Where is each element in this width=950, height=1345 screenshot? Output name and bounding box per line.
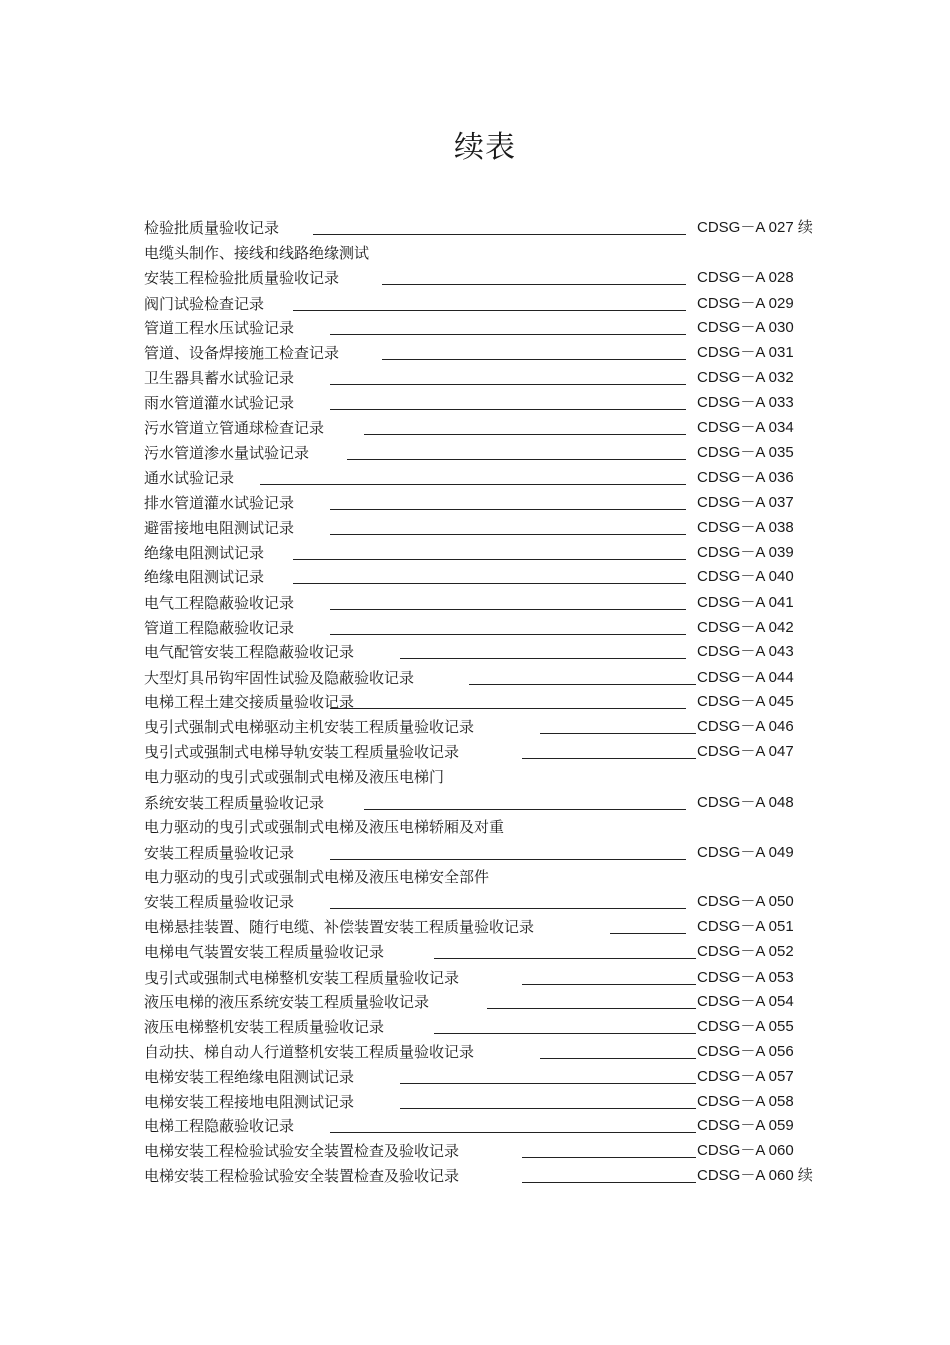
toc-entry-code: CDSG－A 047 [697, 743, 794, 760]
leader-line [540, 733, 696, 734]
toc-entry-code: CDSG－A 041 [697, 594, 794, 611]
toc-entry-title: 电梯安装工程检验试验安全装置检查及验收记录 [144, 1167, 460, 1185]
toc-entry [0, 343, 950, 363]
leader-line [313, 234, 686, 235]
toc-entry [0, 642, 950, 662]
toc-entry-code: CDSG－A 057 [697, 1068, 794, 1085]
toc-entry [0, 942, 950, 962]
toc-entry [0, 1067, 950, 1087]
toc-entry-code: CDSG－A 029 [697, 295, 794, 312]
toc-entry [0, 717, 950, 737]
toc-entry-title: 曳引式或强制式电梯导轨安装工程质量验收记录 [144, 743, 460, 761]
toc-entry [0, 692, 950, 712]
toc-entry-title: 安装工程检验批质量验收记录 [144, 269, 340, 287]
toc-entry-code: CDSG－A 040 [697, 568, 794, 585]
toc-entry-title: 电梯工程土建交接质量验收记录 [144, 693, 355, 711]
toc-entry [0, 668, 950, 688]
toc-entry-title: 电气配管安装工程隐蔽验收记录 [144, 643, 355, 661]
toc-entry-code: CDSG－A 042 [697, 619, 794, 636]
toc-entry-title: 绝缘电阻测试记录 [144, 568, 265, 586]
toc-entry-code: CDSG－A 030 [697, 319, 794, 336]
toc-entry-title: 电缆头制作、接线和线路绝缘测试 [144, 244, 370, 262]
leader-line [540, 1058, 696, 1059]
leader-line [364, 434, 686, 435]
leader-line [293, 583, 686, 584]
leader-line [330, 334, 686, 335]
toc-entry-title: 污水管道渗水量试验记录 [144, 444, 310, 462]
leader-line [347, 459, 686, 460]
toc-entry-title: 自动扶、梯自动人行道整机安装工程质量验收记录 [144, 1043, 475, 1061]
toc-entry-title: 检验批质量验收记录 [144, 219, 280, 237]
toc-entry [0, 268, 950, 288]
toc-entry [0, 742, 950, 762]
toc-entry [0, 567, 950, 587]
leader-line [293, 559, 686, 560]
leader-line [469, 684, 696, 685]
toc-entry-title: 大型灯具吊钩牢固性试验及隐蔽验收记录 [144, 669, 415, 687]
toc-entry [0, 843, 950, 863]
toc-entry-code: CDSG－A 034 [697, 419, 794, 436]
toc-entry [0, 418, 950, 438]
toc-entry-title: 电梯安装工程接地电阻测试记录 [144, 1093, 355, 1111]
toc-entry-code: CDSG－A 031 [697, 344, 794, 361]
toc-entry-code: CDSG－A 055 [697, 1018, 794, 1035]
toc-entry-title: 安装工程质量验收记录 [144, 893, 295, 911]
toc-entry-code: CDSG－A 050 [697, 893, 794, 910]
toc-entry-title: 安装工程质量验收记录 [144, 844, 295, 862]
toc-entry-title: 阀门试验检查记录 [144, 295, 265, 313]
leader-line [487, 1008, 696, 1009]
toc-entry [0, 443, 950, 463]
toc-entry-code: CDSG－A 027 续 [697, 219, 813, 236]
leader-line [330, 509, 686, 510]
toc-entry-title: 管道工程水压试验记录 [144, 319, 295, 337]
toc-entry-title: 曳引式或强制式电梯整机安装工程质量验收记录 [144, 969, 460, 987]
toc-entry-title: 绝缘电阻测试记录 [144, 544, 265, 562]
toc-entry-title: 电力驱动的曳引式或强制式电梯及液压电梯安全部件 [144, 868, 490, 886]
toc-entry [0, 543, 950, 563]
toc-entry [0, 793, 950, 813]
toc-entry-code: CDSG－A 032 [697, 369, 794, 386]
toc-entry [0, 243, 950, 263]
leader-line [330, 534, 686, 535]
toc-entry-title: 管道工程隐蔽验收记录 [144, 619, 295, 637]
toc-entry-title: 电气工程隐蔽验收记录 [144, 594, 295, 612]
toc-entry-code: CDSG－A 051 [697, 918, 794, 935]
leader-line [330, 1132, 696, 1133]
toc-entry [0, 1116, 950, 1136]
toc-entry [0, 917, 950, 937]
toc-entry-code: CDSG－A 060 续 [697, 1167, 813, 1184]
leader-line [610, 933, 686, 934]
toc-entry-title: 电梯安装工程检验试验安全装置检查及验收记录 [144, 1142, 460, 1160]
leader-line [330, 708, 686, 709]
toc-entry [0, 468, 950, 488]
leader-line [434, 1033, 696, 1034]
toc-entry [0, 892, 950, 912]
leader-line [434, 958, 696, 959]
toc-entry-code: CDSG－A 056 [697, 1043, 794, 1060]
toc-entry-code: CDSG－A 059 [697, 1117, 794, 1134]
leader-line [330, 609, 686, 610]
toc-entry [0, 1042, 950, 1062]
toc-entry-title: 电梯悬挂装置、随行电缆、补偿装置安装工程质量验收记录 [144, 918, 535, 936]
toc-entry [0, 992, 950, 1012]
leader-line [382, 359, 686, 360]
leader-line [260, 484, 686, 485]
toc-entry [0, 368, 950, 388]
toc-entry [0, 393, 950, 413]
toc-entry [0, 493, 950, 513]
toc-entry [0, 318, 950, 338]
leader-line [522, 758, 696, 759]
toc-entry-title: 电力驱动的曳引式或强制式电梯及液压电梯轿厢及对重 [144, 818, 505, 836]
toc-entry-code: CDSG－A 039 [697, 544, 794, 561]
toc-entry-code: CDSG－A 036 [697, 469, 794, 486]
toc-entry [0, 1166, 950, 1186]
toc-entry [0, 1141, 950, 1161]
toc-entry-code: CDSG－A 052 [697, 943, 794, 960]
toc-entry-code: CDSG－A 046 [697, 718, 794, 735]
toc-entry-code: CDSG－A 048 [697, 794, 794, 811]
toc-entry-code: CDSG－A 043 [697, 643, 794, 660]
leader-line [293, 310, 686, 311]
toc-entry-title: 电力驱动的曳引式或强制式电梯及液压电梯门 [144, 768, 445, 786]
leader-line [400, 658, 686, 659]
toc-entry-code: CDSG－A 049 [697, 844, 794, 861]
toc-entry-title: 电梯工程隐蔽验收记录 [144, 1117, 295, 1135]
leader-line [522, 984, 696, 985]
toc-entry [0, 968, 950, 988]
toc-entry-title: 电梯安装工程绝缘电阻测试记录 [144, 1068, 355, 1086]
toc-entry-code: CDSG－A 037 [697, 494, 794, 511]
toc-entry [0, 294, 950, 314]
toc-entry-title: 系统安装工程质量验收记录 [144, 794, 325, 812]
toc-entry-code: CDSG－A 058 [697, 1093, 794, 1110]
toc-entry-title: 曳引式强制式电梯驱动主机安装工程质量验收记录 [144, 718, 475, 736]
toc-entry-code: CDSG－A 038 [697, 519, 794, 536]
toc-entry-title: 通水试验记录 [144, 469, 235, 487]
toc-entry [0, 218, 950, 238]
leader-line [330, 908, 686, 909]
toc-entry [0, 593, 950, 613]
leader-line [522, 1182, 696, 1183]
toc-entry [0, 867, 950, 887]
toc-entry-title: 管道、设备焊接施工检查记录 [144, 344, 340, 362]
toc-entry [0, 767, 950, 787]
toc-entry-code: CDSG－A 053 [697, 969, 794, 986]
toc-entry-code: CDSG－A 044 [697, 669, 794, 686]
toc-entry-code: CDSG－A 035 [697, 444, 794, 461]
toc-entry-title: 电梯电气装置安装工程质量验收记录 [144, 943, 385, 961]
toc-entry-code: CDSG－A 028 [697, 269, 794, 286]
toc-entry-code: CDSG－A 054 [697, 993, 794, 1010]
toc-entry-code: CDSG－A 060 [697, 1142, 794, 1159]
page-title: 续表 [454, 130, 516, 165]
toc-entry-title: 雨水管道灌水试验记录 [144, 394, 295, 412]
leader-line [400, 1083, 696, 1084]
leader-line [330, 384, 686, 385]
toc-entry-title: 液压电梯整机安装工程质量验收记录 [144, 1018, 385, 1036]
toc-entry-title: 污水管道立管通球检查记录 [144, 419, 325, 437]
toc-entry-title: 避雷接地电阻测试记录 [144, 519, 295, 537]
toc-entry [0, 1017, 950, 1037]
toc-entry [0, 518, 950, 538]
toc-entry [0, 817, 950, 837]
leader-line [330, 859, 686, 860]
leader-line [522, 1157, 696, 1158]
toc-entry-title: 液压电梯的液压系统安装工程质量验收记录 [144, 993, 430, 1011]
toc-entry [0, 618, 950, 638]
leader-line [330, 409, 686, 410]
leader-line [382, 284, 686, 285]
toc-entry-code: CDSG－A 033 [697, 394, 794, 411]
leader-line [330, 634, 686, 635]
toc-entry-title: 卫生器具蓄水试验记录 [144, 369, 295, 387]
toc-entry [0, 1092, 950, 1112]
leader-line [364, 809, 686, 810]
toc-entry-code: CDSG－A 045 [697, 693, 794, 710]
leader-line [400, 1108, 696, 1109]
toc-entry-title: 排水管道灌水试验记录 [144, 494, 295, 512]
